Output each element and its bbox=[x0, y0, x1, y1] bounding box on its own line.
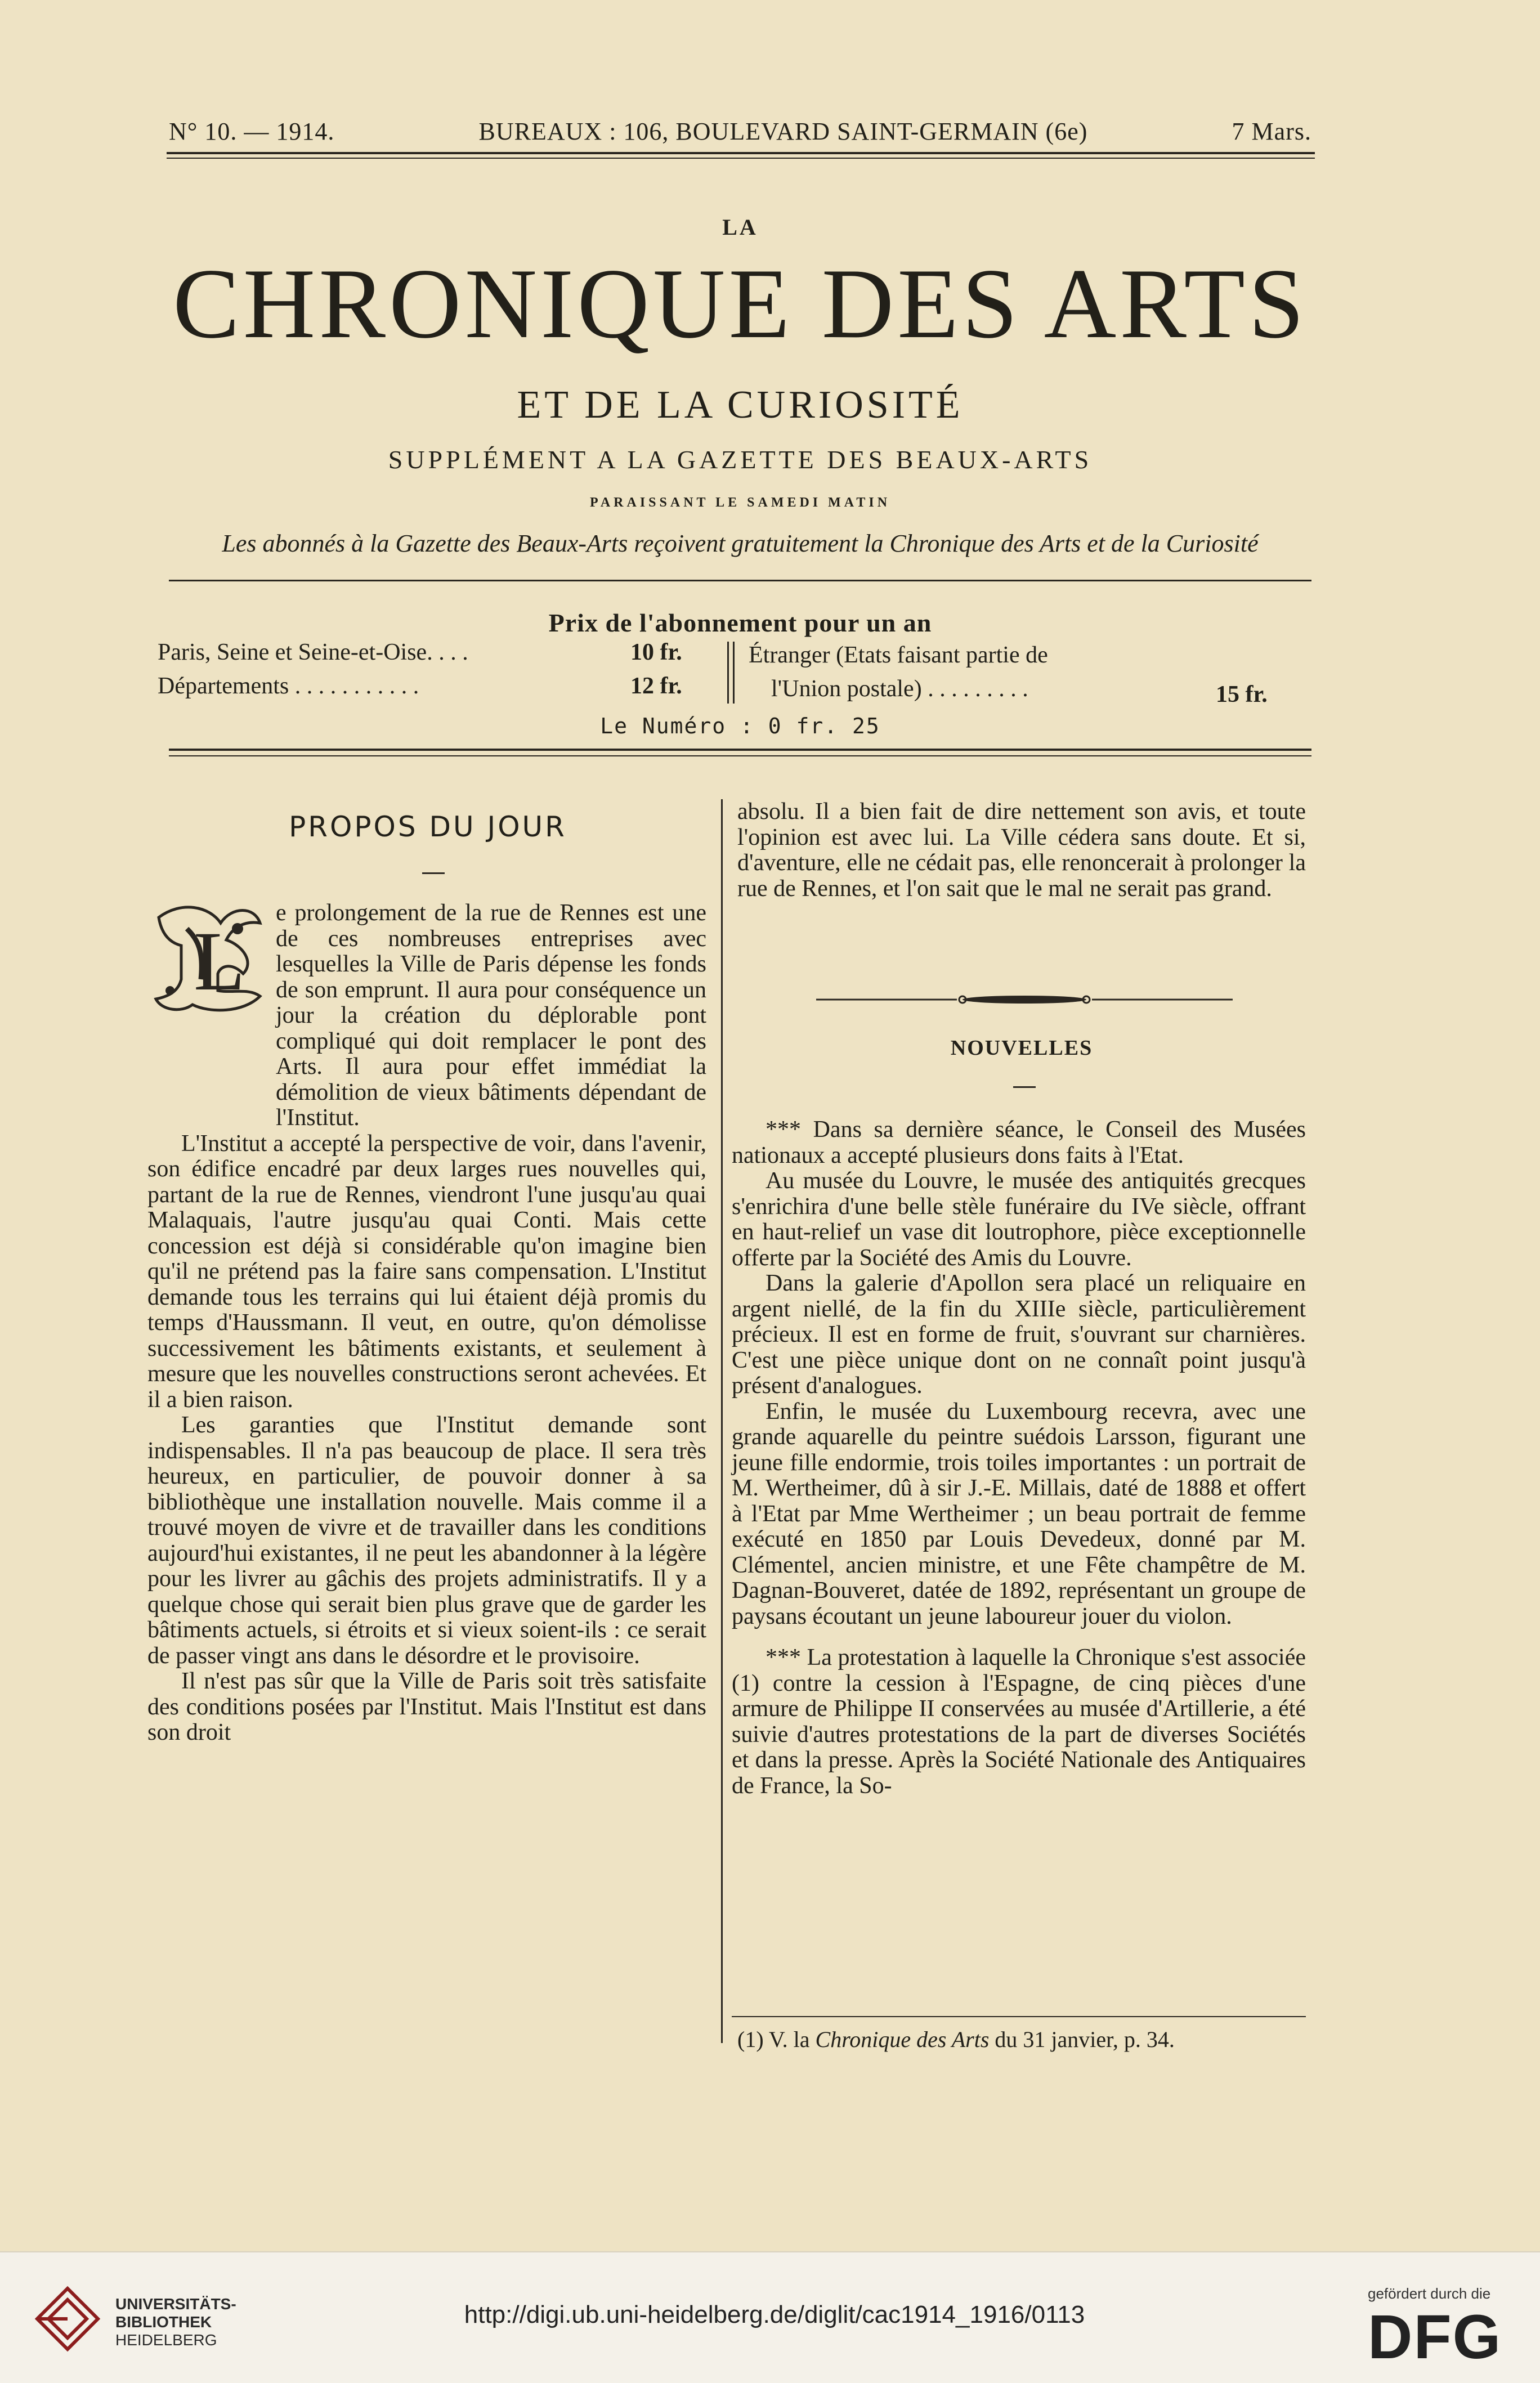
source-url-link[interactable]: http://digi.ub.uni-heidelberg.de/diglit/cac1914_1916/0113 bbox=[464, 2301, 1085, 2328]
nouvelles-item-4: Enfin, le musée du Luxembourg recevra, avec une grande aquarelle du peintre suédois Larsson, figurant une jeune fille endormie, trois toiles importantes : un portrait de M. Wertheimer, dû à sir J.-E. Millais, daté de 1888 et offert à l'Etat par Mme Wertheimer ; un beau portrait de femme exécuté en 1850 par Louis Devedeux, donné par M. Clémentel, ancien ministre, et une Fête champêtre de M. Dagnan-Bouveret, datée de 1892, représentant un groupe de paysans écoutant un jeune laboureur jouer du violon. bbox=[732, 1398, 1306, 1629]
nouvelles-title: NOUVELLES bbox=[950, 1036, 1093, 1060]
footnote-title: Chronique des Arts bbox=[815, 2027, 990, 2052]
propos-paragraph-1: e prolongement de la rue de Rennes est une de ces nombreuses entreprises avec lesquelles la Ville de Paris dépense les fonds de son emprunt. Il aura pour conséquence un jour la création du déplorable pont compliqué qui doit remplacer le pont des Arts. Il aura pour effet immédiat la démolition de vieux bâtiments dépendant de l'Institut. bbox=[276, 900, 706, 1131]
propos-body bbox=[147, 901, 706, 1746]
nouvelles-item-2: Au musée du Louvre, le musée des antiquités grecques s'enrichira d'une belle stèle funéraire du IVe siècle, offrant en haut-relief un vase dit loutrophore, pièce exceptionnelle offerte par la Société des Amis du Louvre. bbox=[732, 1168, 1306, 1271]
masthead-title: CHRONIQUE DES ARTS bbox=[173, 248, 1308, 359]
masthead-rule bbox=[169, 580, 1311, 581]
library-line-1: UNIVERSITÄTS- bbox=[115, 2295, 236, 2313]
nouvelles-item-5: *** La protestation à laquelle la Chronique s'est associée (1) contre la cession à l'Espagne, de cinq pièces d'une armure de Philippe II conservées au musée d'Artillerie, a été suivie d'autres protestations de la part de diverses Sociétés et dans la presse. Après la Société Nationale des Antiquaires de France, la So- bbox=[732, 1645, 1306, 1799]
footnote-prefix: (1) V. la bbox=[737, 2027, 810, 2052]
nouvelles-dash bbox=[1013, 1086, 1036, 1088]
footnote-rule bbox=[732, 2016, 1306, 2017]
propos-paragraph-4: Il n'est pas sûr que la Ville de Paris soit très satisfaite des conditions posées par l'Institut. Mais l'Institut est dans son droit bbox=[147, 1668, 706, 1745]
column-divider bbox=[721, 799, 723, 2043]
tarif-divider-2 bbox=[733, 642, 735, 704]
subscription-rule bbox=[169, 749, 1311, 751]
publication-schedule: PARAISSANT LE SAMEDI MATIN bbox=[589, 495, 891, 510]
header-rule bbox=[167, 152, 1315, 154]
propos-paragraph-2: L'Institut a accepté la perspective de voir, dans l'avenir, son édifice encadré par deux larges rues nouvelles qui, partant de la rue de Rennes, viendront l'une jusqu'au quai Malaquais, l'autre jusqu'au quai Conti. Mais cette concession est déjà si considérable qu'on imagine bien qu'il ne prétend pas la faire sans compensation. L'Institut demande tous les terrains qui lui étaient déjà promis du temps d'Haussmann. Il veut, en outre, qu'on démolisse successivement les bâtiments existants, et seulement à mesure que les nouvelles constructions seront achevées. Et il a bien raison. bbox=[147, 1130, 706, 1413]
header-rule-thin bbox=[167, 158, 1315, 159]
subscription-heading: Prix de l'abonnement pour un an bbox=[548, 608, 932, 637]
footnote-suffix: du 31 janvier, p. 34. bbox=[995, 2027, 1175, 2052]
nouvelles-body bbox=[732, 1117, 1306, 1799]
library-line-3: HEIDELBERG bbox=[115, 2331, 217, 2349]
subscription-rule-thin bbox=[169, 755, 1311, 756]
departements-rate-label: Départements . . . . . . . . . . . bbox=[158, 673, 419, 699]
masthead-subtitle: ET DE LA CURIOSITÉ bbox=[517, 383, 964, 427]
issue-header bbox=[169, 117, 1311, 146]
section-divider-ornament bbox=[816, 994, 1233, 1005]
university-library-name bbox=[115, 2295, 236, 2349]
single-issue-price: Le Numéro : 0 fr. 25 bbox=[600, 714, 880, 738]
etranger-rate-label: Étranger (Etats faisant partie de bbox=[749, 642, 1048, 668]
paris-rate-label: Paris, Seine et Seine-et-Oise. . . . bbox=[158, 639, 468, 665]
propos-title: PROPOS DU JOUR bbox=[289, 810, 567, 843]
footnote bbox=[737, 2026, 1175, 2053]
university-library-logo-icon bbox=[34, 2285, 101, 2353]
paris-rate-price: 10 fr. bbox=[630, 639, 682, 665]
library-line-2: BIBLIOTHEK bbox=[115, 2313, 212, 2331]
issue-number: N° 10. — 1914. bbox=[169, 118, 335, 145]
propos-dash bbox=[422, 872, 445, 874]
dfg-logo: DFG bbox=[1368, 2303, 1502, 2372]
etranger-rate-price: 15 fr. bbox=[1216, 682, 1268, 707]
etranger-rate-label-2: l'Union postale) . . . . . . . . . bbox=[771, 676, 1028, 702]
masthead-la: LA bbox=[722, 214, 758, 240]
propos-continuation bbox=[737, 799, 1306, 902]
issue-date: 7 Mars. bbox=[1232, 118, 1311, 145]
subscriber-note: Les abonnés à la Gazette des Beaux-Arts reçoivent gratuitement la Chronique des Arts et de la Curiosité bbox=[222, 530, 1259, 557]
nouvelles-item-1: *** Dans sa dernière séance, le Conseil des Musées nationaux a accepté plusieurs dons faits à l'Etat. bbox=[732, 1117, 1306, 1168]
departements-rate-price: 12 fr. bbox=[630, 673, 682, 699]
masthead-supplement: SUPPLÉMENT A LA GAZETTE DES BEAUX-ARTS bbox=[388, 445, 1093, 474]
nouvelles-item-3: Dans la galerie d'Apollon sera placé un reliquaire en argent niellé, de la fin du XIIIe siècle, particulièrement précieux. Il est en forme de fruit, s'ouvrant sur charnières. C'est une pièce unique dont on ne connaît point jusqu'à présent d'analogues. bbox=[732, 1270, 1306, 1399]
propos-continued-text: absolu. Il a bien fait de dire nettement son avis, et toute l'opinion est avec lui. La Ville cédera sans doute. Et si, d'aventure, elle ne cédait pas, elle renoncerait à prolonger la rue de Rennes, et l'on sait que le mal ne serait pas grand. bbox=[737, 799, 1306, 902]
tarif-divider bbox=[727, 642, 729, 704]
dropcap-letter: L bbox=[194, 915, 245, 1008]
propos-paragraph-3: Les garanties que l'Institut demande sont indispensables. Il n'a pas beaucoup de place. Il sera très heureux, en particulier, de pouvoir donner à sa bibliothèque une installation nouvelle. Mais comme il a trouvé moyen de vivre et de travailler dans les conditions aujourd'hui existantes, il ne peut les abandonner à la légère pour les livrer au gâchis des projets administratifs. Il y a quelque chose qui serait bien plus grave que de garder les bâtiments actuels, si étroits et si vieux soient-ils : ce serait de passer vingt ans dans le désordre et le provisoire. bbox=[147, 1412, 706, 1669]
bureaux-address: BUREAUX : 106, BOULEVARD SAINT-GERMAIN (6e) bbox=[478, 118, 1088, 145]
funding-note: gefördert durch die bbox=[1368, 2285, 1491, 2302]
